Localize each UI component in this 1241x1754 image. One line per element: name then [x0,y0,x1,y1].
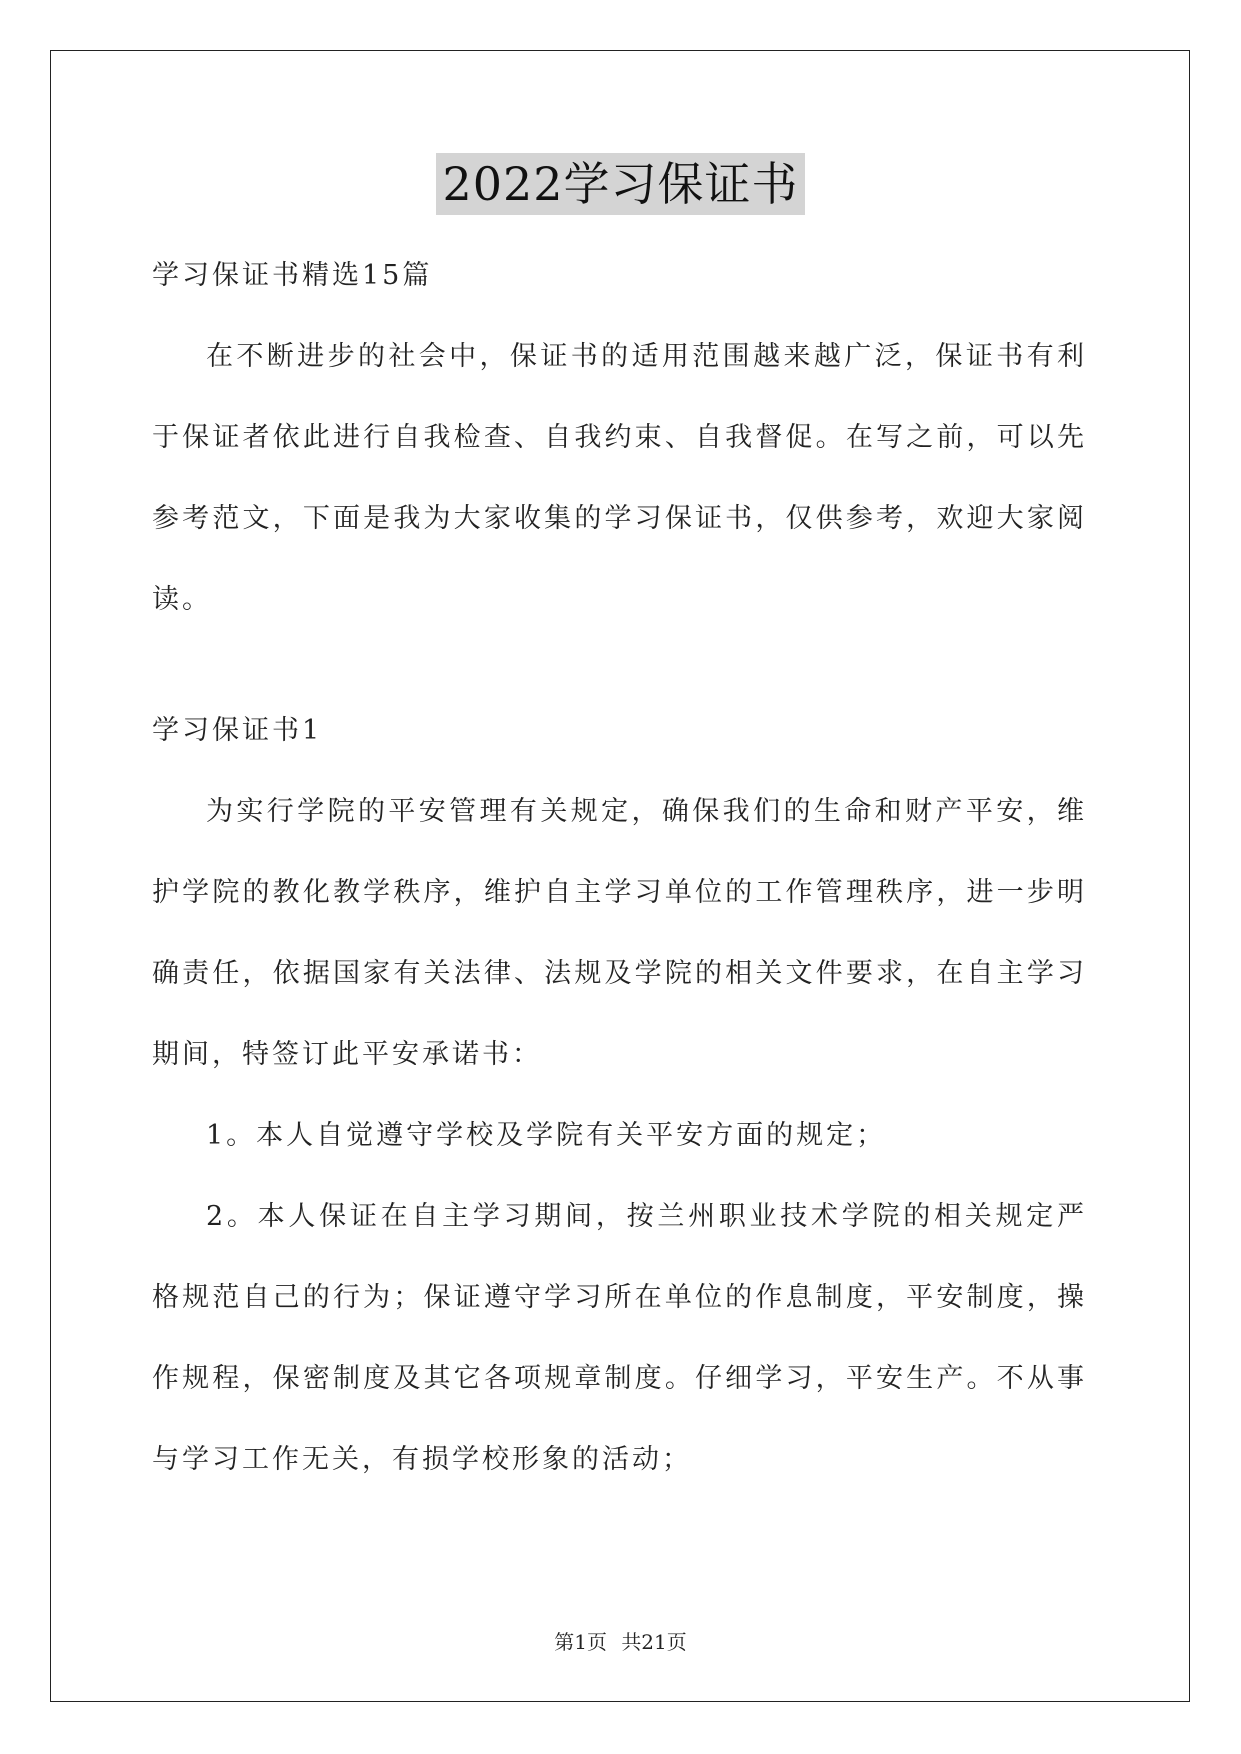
section-spacer [152,640,1087,690]
document-title: 2022学习保证书 [436,153,804,215]
list-item-1: 1。本人自觉遵守学校及学院有关平安方面的规定； [206,1120,887,1151]
intro-paragraph: 在不断进步的社会中，保证书的适用范围越来越广泛，保证书有利于保证者依此进行自我检查、自我约束、自我督促。在写之前，可以先参考范文，下面是我为大家收集的学习保证书，仅供参考，欢迎大家阅读。 [152,341,1087,615]
page-footer [0,1626,1241,1655]
section-heading: 学习保证书1 [152,715,323,746]
title-container [0,153,1241,215]
section-paragraph: 为实行学院的平安管理有关规定，确保我们的生命和财产平安，维护学院的教化教学秩序，维护自主学习单位的工作管理秩序，进一步明确责任，依据国家有关法律、法规及学院的相关文件要求，在自主学习期间，特签订此平安承诺书： [152,796,1087,1070]
page-total: 共21页 [621,1630,687,1654]
document-subtitle: 学习保证书精选15篇 [152,260,433,291]
list-item-2: 2。本人保证在自主学习期间，按兰州职业技术学院的相关规定严格规范自己的行为；保证遵守学习所在单位的作息制度，平安制度，操作规程，保密制度及其它各项规章制度。仔细学习，平安生产。不从事与学习工作无关，有损学校形象的活动； [152,1201,1087,1475]
page-number: 第1页 [554,1630,607,1654]
document-body [152,235,1087,1500]
